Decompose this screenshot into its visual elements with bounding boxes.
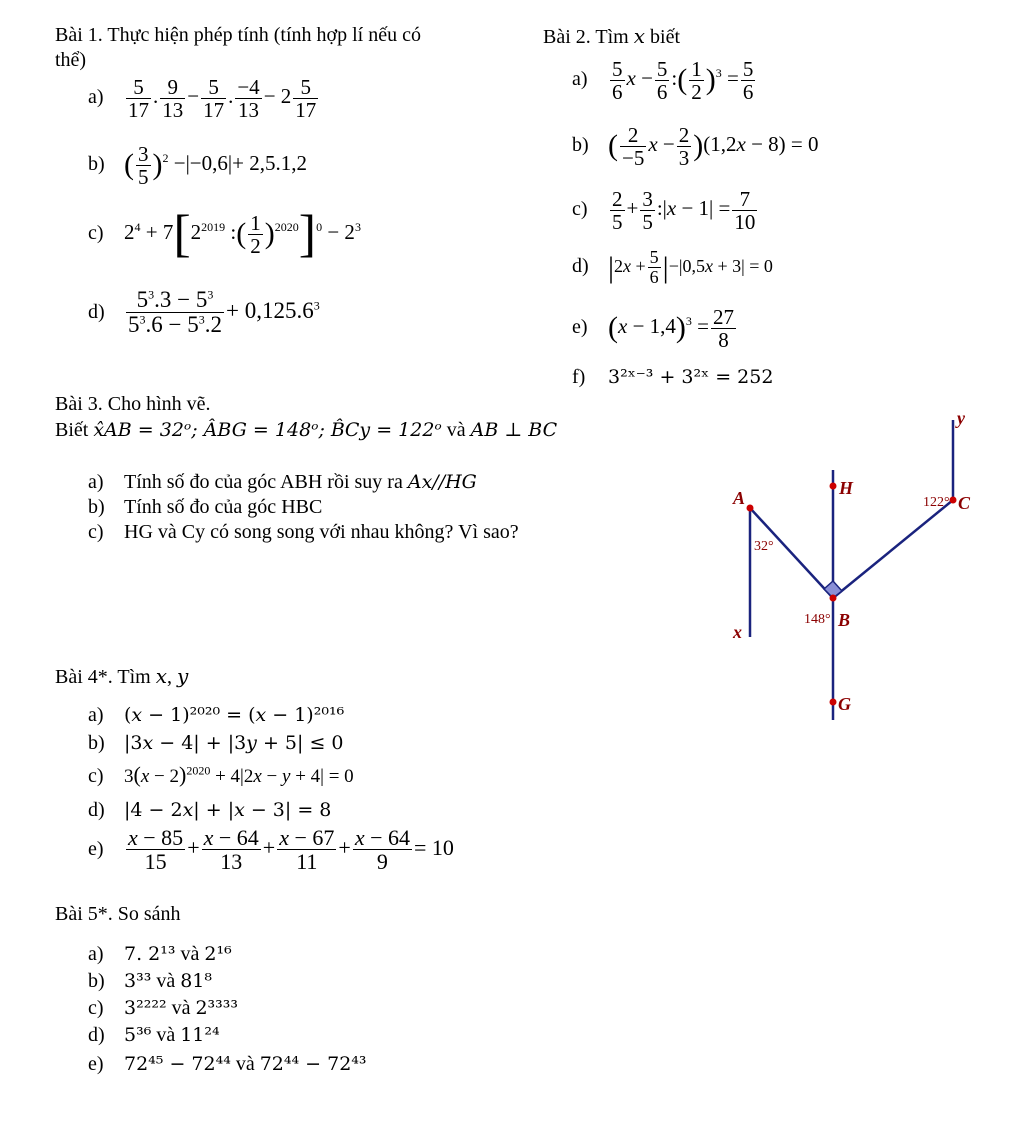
bai2-c-expr: $\frac{2}{5}$ + $\frac{3}{5}$ :|x − 1| = $\frac{7}{10}$ xyxy=(612,187,756,235)
bai4-item-b: b) |3𝑥 − 4| + |3𝑦 + 5| ≤ 0 xyxy=(88,732,344,754)
bai4-item-d: d) |4 − 2𝑥| + |𝑥 − 3| = 8 xyxy=(88,799,332,821)
bai1-item-a: a) $\frac{5}{17}$ . $\frac{9}{13}$ − $\frac{5}{17}$ . $\frac{-4}{13}$ − 2 $\frac{5}{17}$ xyxy=(88,76,320,121)
bai2-e-expr: $(x - 1,4)^3$ = $\frac{27}{8}$ xyxy=(608,305,735,353)
bai3-title: Bài 3. Cho hình vẽ. xyxy=(55,393,211,415)
bai3-item-a: a) Tính số đo của góc ABH rồi suy ra Ax//HG xyxy=(88,471,477,493)
point-g xyxy=(830,699,837,706)
bai5-title: Bài 5*. So sánh xyxy=(55,903,181,925)
bai4-e-expr: $\frac{x - 85}{15}$ + $\frac{x - 64}{13}$ + $\frac{x - 67}{11}$ + $\frac{x - 64}{9}$ = 10 xyxy=(128,825,454,875)
bai1-c-expr: $2^4 + 7[2^{2019}$ :( $\frac{1}{2}$ )$^{2020}]^0 - 2^3$ xyxy=(124,206,361,263)
bai2-item-e: e) $(x - 1,4)^3$ = $\frac{27}{8}$ xyxy=(572,306,738,351)
bai3-figure xyxy=(700,400,1000,730)
bai4-item-e: e) $\frac{x - 85}{15}$ + $\frac{x - 64}{13}$ + $\frac{x - 67}{11}$ + $\frac{x - 64}{9}$ = 10 xyxy=(88,825,454,875)
bai3-item-b: b) Tính số đo của góc HBC xyxy=(88,496,323,518)
bai4-c-expr: $3(x - 2)^{2020} + 4|2x - y + 4| = 0$ xyxy=(124,762,354,787)
label-x: x xyxy=(733,622,742,642)
point-h xyxy=(830,483,837,490)
label-y: y xyxy=(957,408,965,428)
bai5-item-d: d) 5³⁶ và 11²⁴ xyxy=(88,1024,220,1046)
bai4-title: Bài 4*. Tìm 𝑥, 𝑦 xyxy=(55,666,189,688)
bai2-item-b: b) ( $\frac{2}{-5}$ x − $\frac{2}{3}$ )(1,2x − 8) = 0 xyxy=(572,123,819,171)
angle-148: 148° xyxy=(804,612,831,627)
bai3-given-perp: AB ⊥ BC xyxy=(470,419,558,441)
bai2-f-expr: 3²ˣ⁻³ + 3²ˣ = 252 xyxy=(608,366,774,388)
bai5-item-a: a) 7. 2¹³ và 2¹⁶ xyxy=(88,943,232,965)
bai2-d-expr: |2x + $\frac{5}{6}$ |−|0,5x + 3| = 0 xyxy=(608,247,773,287)
bai1-item-c: c) $2^4 + 7[2^{2019}$ :( $\frac{1}{2}$ )$^{2020}]^0 - 2^3$ xyxy=(88,206,361,263)
angle-122: 122° xyxy=(923,495,950,510)
bai2-a-expr: $\frac{5}{6}$ x − $\frac{5}{6}$ :( $\frac{1}{2}$ )$^3$ = $\frac{5}{6}$ xyxy=(612,57,754,105)
angle-32: 32° xyxy=(754,539,774,554)
bai3-given-angles: x̂AB = 32ᵒ; ÂBG = 148ᵒ; B̂Cy = 122ᵒ xyxy=(93,419,442,441)
point-c xyxy=(950,497,957,504)
label-c: C xyxy=(958,493,971,513)
bai1-b-expr: ( $\frac{3}{5}$ )$^2$ −|−0,6|+ 2,5.1,2 xyxy=(124,142,307,190)
bai5-item-c: c) 3²²²² và 2³³³³ xyxy=(88,997,239,1019)
label-a: A xyxy=(733,488,746,508)
bai4-item-c: c) $3(x - 2)^{2020} + 4|2x - y + 4| = 0$ xyxy=(88,762,354,787)
bai2-item-d: d) |2x + $\frac{5}{6}$ |−|0,5x + 3| = 0 xyxy=(572,247,773,287)
bai1-a-expr: $\frac{5}{17}$ . $\frac{9}{13}$ − $\frac{5}{17}$ . $\frac{-4}{13}$ − 2 $\frac{5}{17}$ xyxy=(128,75,317,123)
bai5-item-e: e) 72⁴⁵ − 72⁴⁴ và 72⁴⁴ − 72⁴³ xyxy=(88,1053,367,1075)
segment-bc xyxy=(833,500,953,598)
bai4-item-a: a) (𝑥 − 1)²⁰²⁰ = (𝑥 − 1)²⁰¹⁶ xyxy=(88,704,345,726)
bai5-item-b: b) 3³³ và 81⁸ xyxy=(88,970,213,992)
label-h: H xyxy=(839,478,854,498)
bai1-item-b: b) ( $\frac{3}{5}$ )$^2$ −|−0,6|+ 2,5.1,2 xyxy=(88,142,307,190)
bai2-b-expr: ( $\frac{2}{-5}$ x − $\frac{2}{3}$ )(1,2x − 8) = 0 xyxy=(608,123,819,171)
label-b: B xyxy=(838,610,851,630)
bai3-given: Biết x̂AB = 32ᵒ; ÂBG = 148ᵒ; B̂Cy = 122ᵒ và AB ⊥ BC xyxy=(55,419,558,441)
bai1-title-line2: thể) xyxy=(55,49,87,71)
bai3-item-c: c) HG và Cy có song song với nhau không? Vì sao? xyxy=(88,521,519,543)
point-b xyxy=(830,595,837,602)
point-a xyxy=(747,505,754,512)
bai2-title: Bài 2. Tìm 𝑥 biết xyxy=(543,26,681,48)
bai2-item-a: a) $\frac{5}{6}$ x − $\frac{5}{6}$ :( $\frac{1}{2}$ )$^3$ = $\frac{5}{6}$ xyxy=(572,58,757,103)
bai1-item-d: d) $\frac{5^3.3 - 5^3}{5^3.6 - 5^3.2}$ + $0,125.6^3$ xyxy=(88,287,320,338)
label-g: G xyxy=(838,694,851,714)
bai1-title-line1: Bài 1. Thực hiện phép tính (tính hợp lí nếu có xyxy=(55,24,421,46)
bai2-item-f: f) 3²ˣ⁻³ + 3²ˣ = 252 xyxy=(572,366,774,388)
bai2-item-c: c) $\frac{2}{5}$ + $\frac{3}{5}$ :|x − 1| = $\frac{7}{10}$ xyxy=(572,188,759,233)
bai1-d-expr: $\frac{5^3.3 - 5^3}{5^3.6 - 5^3.2}$ + $0,125.6^3$ xyxy=(128,287,320,338)
